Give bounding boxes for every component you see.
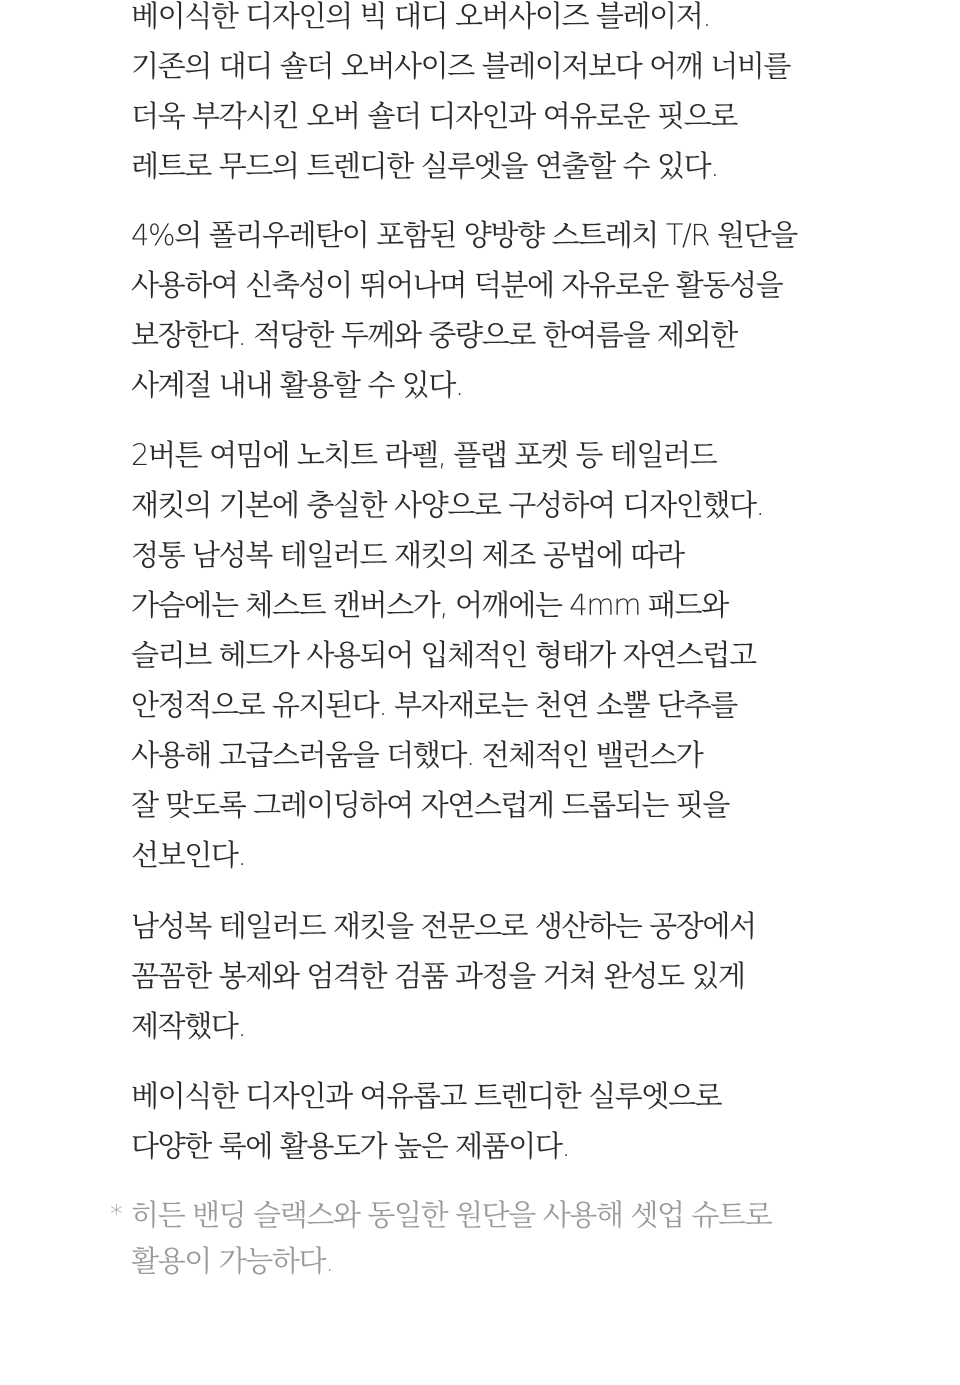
note-line: 히든 밴딩 슬랙스와 동일한 원단을 사용해 셋업 슈트로: [131, 1198, 772, 1232]
text-line: 2버튼 여밈에 노치트 라펠, 플랩 포켓 등 테일러드: [131, 438, 717, 472]
text-line: 선보인다.: [131, 838, 246, 872]
paragraph-design: [131, 0, 931, 191]
text-line: 정통 남성복 테일러드 재킷의 제조 공법에 따라: [131, 538, 684, 572]
text-line: 사용해 고급스러움을 더했다. 전체적인 밸런스가: [131, 738, 703, 772]
paragraph-manufacturing: [131, 901, 931, 1051]
text-line: 슬리브 헤드가 사용되어 입체적인 형태가 자연스럽고: [131, 638, 756, 672]
text-line: 사계절 내내 활용할 수 있다.: [131, 368, 463, 402]
text-line: 베이식한 디자인의 빅 대디 오버사이즈 블레이저.: [131, 0, 711, 33]
footnote: [131, 1192, 931, 1284]
text-line: 안정적으로 유지된다. 부자재로는 천연 소뿔 단추를: [131, 688, 737, 722]
text-line: 가슴에는 체스트 캔버스가, 어깨에는 4mm 패드와: [131, 588, 728, 622]
text-line: 제작했다.: [131, 1009, 246, 1043]
text-line: 보장한다. 적당한 두께와 중량으로 한여름을 제외한: [131, 318, 737, 352]
note-line: 활용이 가능하다.: [131, 1244, 333, 1278]
text-line: 잘 맞도록 그레이딩하여 자연스럽게 드롭되는 핏을: [131, 788, 729, 822]
text-line: 꼼꼼한 봉제와 엄격한 검품 과정을 거쳐 완성도 있게: [131, 959, 745, 993]
text-line: 4%의 폴리우레탄이 포함된 양방향 스트레치 T/R 원단을: [131, 218, 797, 252]
paragraph-summary: [131, 1071, 931, 1171]
note-asterisk: *: [110, 1200, 123, 1230]
text-line: 기존의 대디 숄더 오버사이즈 블레이저보다 어깨 너비를: [131, 49, 791, 83]
text-line: 더욱 부각시킨 오버 숄더 디자인과 여유로운 핏으로: [131, 99, 737, 133]
text-line: 베이식한 디자인과 여유롭고 트렌디한 실루엣으로: [131, 1079, 722, 1113]
text-line: 남성복 테일러드 재킷을 전문으로 생산하는 공장에서: [131, 909, 756, 943]
text-line: 사용하여 신축성이 뛰어나며 덕분에 자유로운 활동성을: [131, 268, 783, 302]
text-line: 재킷의 기본에 충실한 사양으로 구성하여 디자인했다.: [131, 488, 764, 522]
text-line: 레트로 무드의 트렌디한 실루엣을 연출할 수 있다.: [131, 149, 719, 183]
paragraph-fabric: [131, 210, 931, 410]
text-line: 다양한 룩에 활용도가 높은 제품이다.: [131, 1129, 570, 1163]
paragraph-construction: [131, 430, 931, 880]
